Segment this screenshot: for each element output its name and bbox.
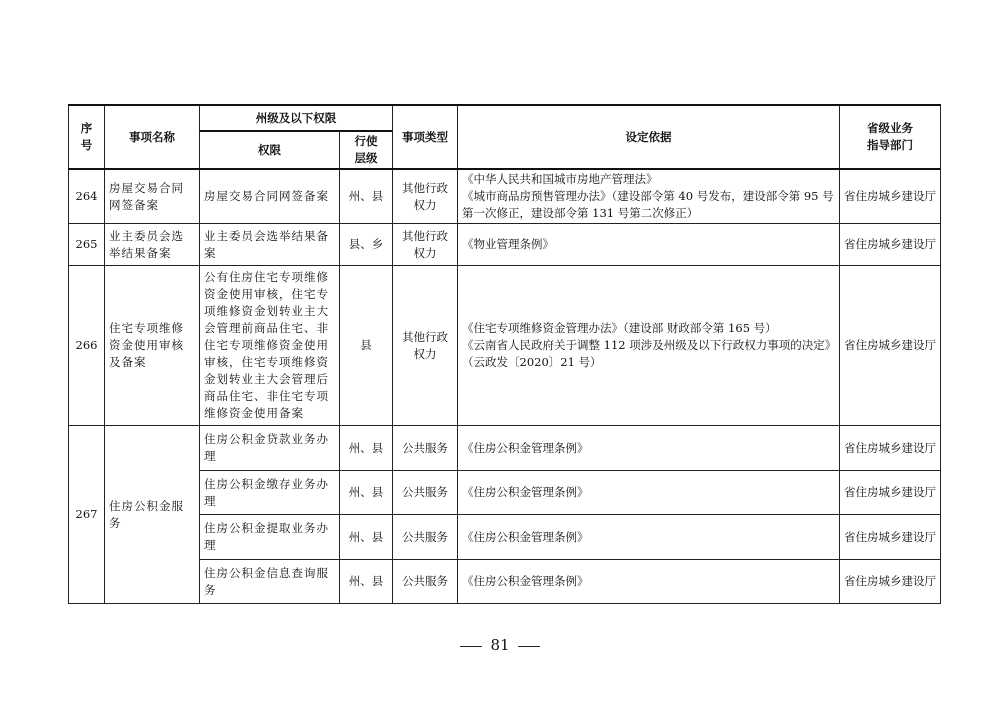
row-basis: 《住房公积金管理条例》: [458, 515, 840, 560]
header-authority: 权限: [200, 131, 340, 169]
row-level: 州、县: [340, 426, 393, 471]
page-number-dash-left: [460, 646, 482, 647]
row-item-name: 住房公积金服务: [105, 426, 200, 604]
header-level: 行使 层级: [340, 131, 393, 169]
row-dept: 省住房城乡建设厅: [840, 515, 941, 560]
authority-table: [68, 104, 941, 604]
row-item-name: 住宅专项维修资金使用审核及备案: [105, 266, 200, 426]
row-authority: 住房公积金信息查询服务: [200, 560, 340, 604]
page-number-value: 81: [490, 636, 510, 654]
table-row: [69, 266, 941, 426]
row-level: 州、县: [340, 169, 393, 224]
row-basis: 《住房公积金管理条例》: [458, 426, 840, 471]
row-type: 其他行政权力: [393, 266, 458, 426]
row-level: 县: [340, 266, 393, 426]
row-basis: 《中华人民共和国城市房地产管理法》 《城市商品房预售管理办法》（建设部令第 40 号发布，建设部令第 95 号第一次修正，建设部令第 131 号第二次修正）: [458, 169, 840, 224]
header-authority-group: 州级及以下权限: [200, 105, 393, 131]
row-seq: 266: [69, 266, 105, 426]
row-authority: 住房公积金提取业务办理: [200, 515, 340, 560]
row-level: 州、县: [340, 560, 393, 604]
table-row: [69, 169, 941, 224]
row-dept: 省住房城乡建设厅: [840, 266, 941, 426]
row-level: 州、县: [340, 471, 393, 515]
row-type: 公共服务: [393, 515, 458, 560]
row-dept: 省住房城乡建设厅: [840, 224, 941, 266]
row-seq: 264: [69, 169, 105, 224]
row-type: 其他行政权力: [393, 224, 458, 266]
row-level: 州、县: [340, 515, 393, 560]
row-dept: 省住房城乡建设厅: [840, 560, 941, 604]
row-item-name: 业主委员会选举结果备案: [105, 224, 200, 266]
header-type: 事项类型: [393, 105, 458, 169]
header-dept: 省级业务 指导部门: [840, 105, 941, 169]
row-level: 县、乡: [340, 224, 393, 266]
row-basis: 《物业管理条例》: [458, 224, 840, 266]
row-seq: 267: [69, 426, 105, 604]
row-type: 公共服务: [393, 471, 458, 515]
table-row: [69, 426, 941, 471]
row-type: 公共服务: [393, 560, 458, 604]
table-row: [69, 560, 941, 604]
row-authority: 住房公积金缴存业务办理: [200, 471, 340, 515]
row-basis: 《住宅专项维修资金管理办法》（建设部 财政部令第 165 号） 《云南省人民政府关于调整 112 项涉及州级及以下行政权力事项的决定》（云政发〔2020〕21 号）: [458, 266, 840, 426]
row-type: 其他行政权力: [393, 169, 458, 224]
row-dept: 省住房城乡建设厅: [840, 426, 941, 471]
page-number-dash-right: [518, 646, 540, 647]
row-dept: 省住房城乡建设厅: [840, 471, 941, 515]
table-row: [69, 224, 941, 266]
row-item-name: 房屋交易合同网签备案: [105, 169, 200, 224]
table-row: [69, 471, 941, 515]
row-basis: 《住房公积金管理条例》: [458, 471, 840, 515]
row-authority: 公有住房住宅专项维修资金使用审核，住宅专项维修资金划转业主大会管理前商品住宅、非住宅专项维修资金使用审核，住宅专项维修资金划转业主大会管理后商品住宅、非住宅专项维修资金使用备案: [200, 266, 340, 426]
row-type: 公共服务: [393, 426, 458, 471]
row-basis: 《住房公积金管理条例》: [458, 560, 840, 604]
row-authority: 业主委员会选举结果备案: [200, 224, 340, 266]
page-number: [0, 636, 1000, 654]
table-row: [69, 515, 941, 560]
header-basis: 设定依据: [458, 105, 840, 169]
row-seq: 265: [69, 224, 105, 266]
row-authority: 房屋交易合同网签备案: [200, 169, 340, 224]
header-seq: 序 号: [69, 105, 105, 169]
row-authority: 住房公积金贷款业务办理: [200, 426, 340, 471]
header-item-name: 事项名称: [105, 105, 200, 169]
row-dept: 省住房城乡建设厅: [840, 169, 941, 224]
